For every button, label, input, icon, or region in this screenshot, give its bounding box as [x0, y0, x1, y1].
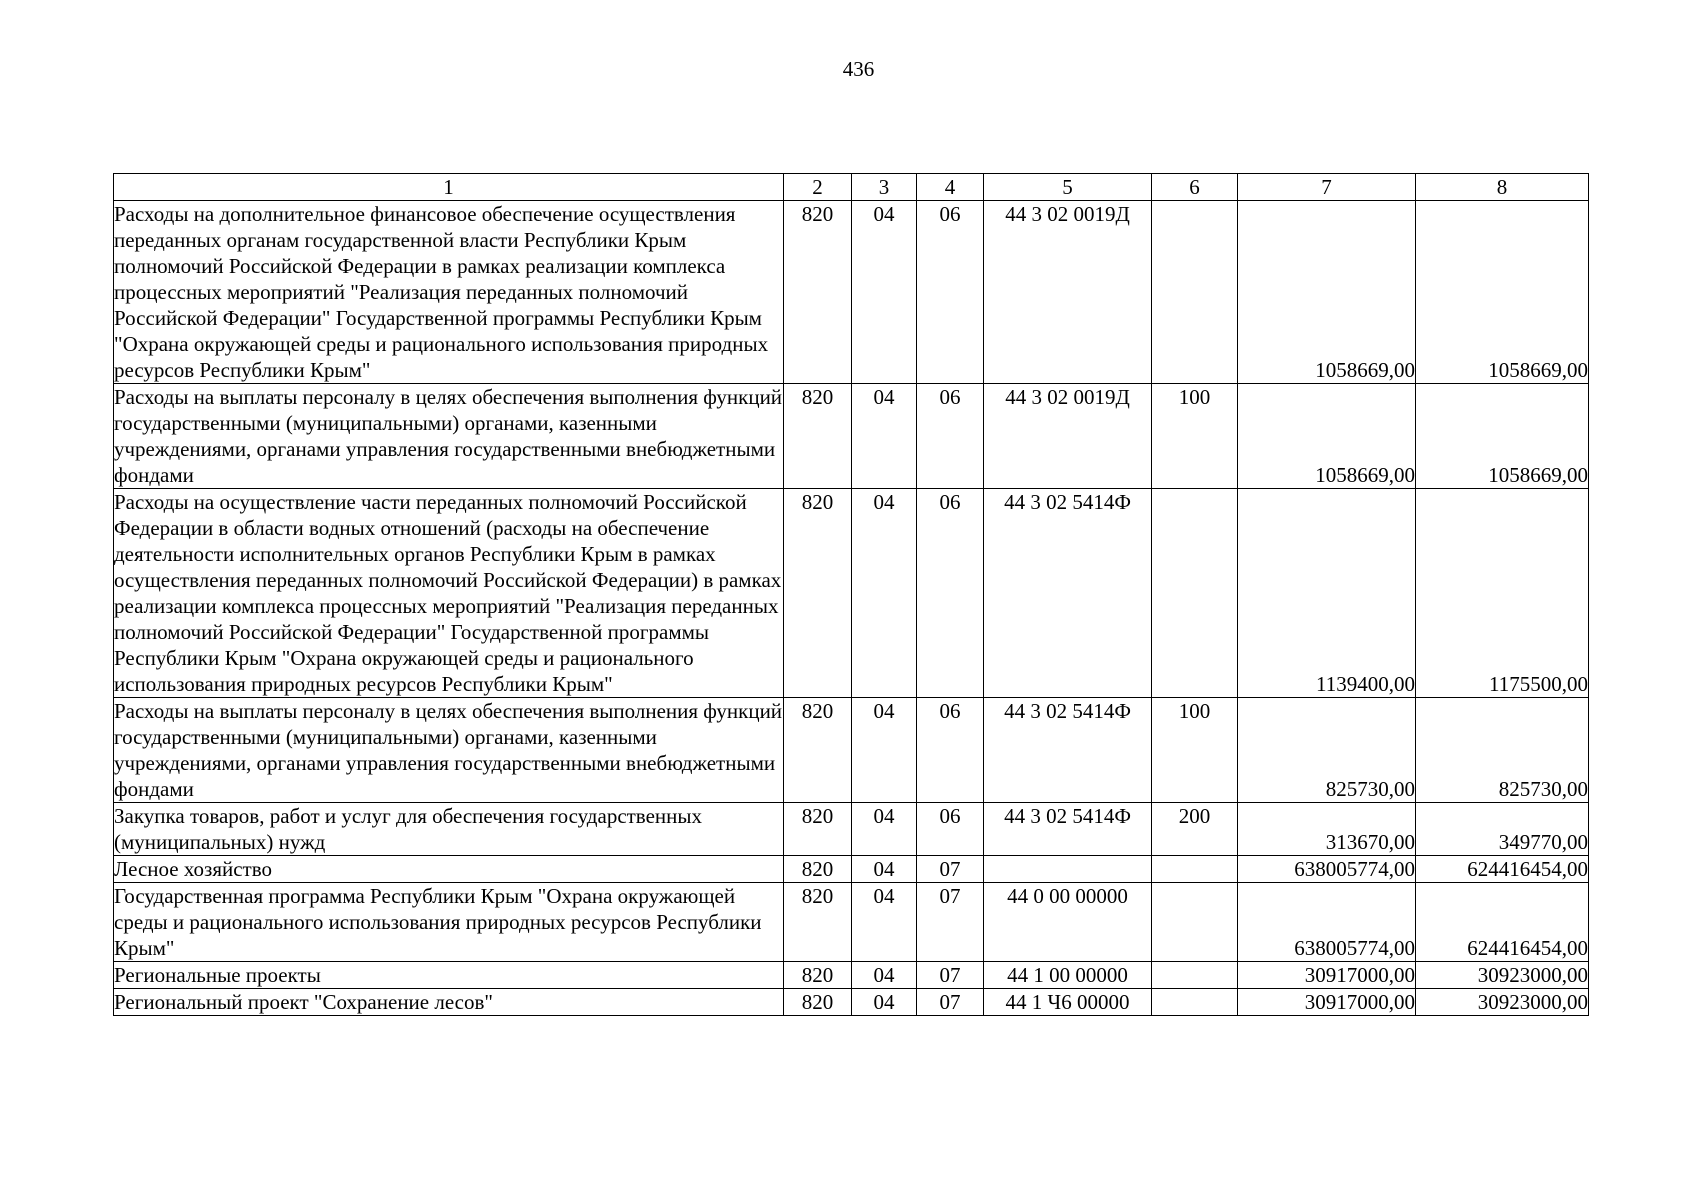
- section-code-cell: 04: [852, 883, 917, 962]
- target-article-cell: 44 3 02 0019Д: [984, 384, 1152, 489]
- amount-year1-cell: 825730,00: [1238, 698, 1416, 803]
- expense-type-cell: [1152, 201, 1238, 384]
- amount-year2-cell: 349770,00: [1416, 803, 1589, 856]
- table-row: [114, 201, 1589, 384]
- column-header: 8: [1416, 174, 1589, 201]
- ministry-code-cell: 820: [784, 201, 852, 384]
- amount-year2-cell: 624416454,00: [1416, 883, 1589, 962]
- target-article-cell: [984, 856, 1152, 883]
- target-article-cell: 44 3 02 5414Ф: [984, 698, 1152, 803]
- section-code-cell: 04: [852, 384, 917, 489]
- amount-year1-cell: 1058669,00: [1238, 384, 1416, 489]
- column-header: 4: [917, 174, 984, 201]
- subsection-code-cell: 07: [917, 962, 984, 989]
- section-code-cell: 04: [852, 989, 917, 1016]
- amount-year2-cell: 825730,00: [1416, 698, 1589, 803]
- target-article-cell: 44 1 Ч6 00000: [984, 989, 1152, 1016]
- section-code-cell: 04: [852, 698, 917, 803]
- ministry-code-cell: 820: [784, 962, 852, 989]
- table-row: [114, 698, 1589, 803]
- subsection-code-cell: 06: [917, 698, 984, 803]
- target-article-cell: 44 3 02 0019Д: [984, 201, 1152, 384]
- ministry-code-cell: 820: [784, 698, 852, 803]
- column-header: 6: [1152, 174, 1238, 201]
- expense-type-cell: [1152, 856, 1238, 883]
- table-row: [114, 384, 1589, 489]
- column-header: 7: [1238, 174, 1416, 201]
- column-header: 1: [114, 174, 784, 201]
- table-row: [114, 962, 1589, 989]
- amount-year2-cell: 30923000,00: [1416, 962, 1589, 989]
- amount-year2-cell: 1058669,00: [1416, 201, 1589, 384]
- subsection-code-cell: 06: [917, 384, 984, 489]
- subsection-code-cell: 06: [917, 201, 984, 384]
- ministry-code-cell: 820: [784, 989, 852, 1016]
- amount-year1-cell: 638005774,00: [1238, 883, 1416, 962]
- target-article-cell: 44 3 02 5414Ф: [984, 489, 1152, 698]
- target-article-cell: 44 0 00 00000: [984, 883, 1152, 962]
- table-row: [114, 883, 1589, 962]
- ministry-code-cell: 820: [784, 803, 852, 856]
- expense-type-cell: [1152, 489, 1238, 698]
- expense-type-cell: 200: [1152, 803, 1238, 856]
- amount-year1-cell: 638005774,00: [1238, 856, 1416, 883]
- row-name-cell: Расходы на дополнительное финансовое обеспечение осуществления переданных органам государственной власти Республики Крым полномочий Российской Федерации в рамках реализации комплекса процессных мероприятий "Реализация переданных полномочий Российской Федерации" Государственной программы Республики Крым "Охрана окружающей среды и рационального использования природных ресурсов Республики Крым": [114, 201, 784, 384]
- amount-year1-cell: 30917000,00: [1238, 962, 1416, 989]
- column-header: 3: [852, 174, 917, 201]
- table-row: [114, 989, 1589, 1016]
- amount-year2-cell: 1175500,00: [1416, 489, 1589, 698]
- ministry-code-cell: 820: [784, 883, 852, 962]
- row-name-cell: Региональный проект "Сохранение лесов": [114, 989, 784, 1016]
- section-code-cell: 04: [852, 962, 917, 989]
- expense-type-cell: [1152, 962, 1238, 989]
- section-code-cell: 04: [852, 856, 917, 883]
- row-name-cell: Расходы на выплаты персоналу в целях обеспечения выполнения функций государственными (муниципальными) органами, казенными учреждениями, органами управления государственными внебюджетными фондами: [114, 699, 783, 801]
- subsection-code-cell: 07: [917, 989, 984, 1016]
- table-row: [114, 856, 1589, 883]
- column-header: 2: [784, 174, 852, 201]
- amount-year2-cell: 1058669,00: [1416, 384, 1589, 489]
- amount-year1-cell: 30917000,00: [1238, 989, 1416, 1016]
- table-row: [114, 803, 1589, 856]
- ministry-code-cell: 820: [784, 856, 852, 883]
- row-name-cell: Расходы на осуществление части переданных полномочий Российской Федерации в области водных отношений (расходы на обеспечение деятельности исполнительных органов Республики Крым в рамках осуществления переданных полномочий Российской Федерации) в рамках реализации комплекса процессных мероприятий "Реализация переданных полномочий Российской Федерации" Государственной программы Республики Крым "Охрана окружающей среды и рационального использования природных ресурсов Республики Крым": [114, 489, 784, 698]
- section-code-cell: 04: [852, 803, 917, 856]
- amount-year2-cell: 624416454,00: [1416, 856, 1589, 883]
- section-code-cell: 04: [852, 489, 917, 698]
- amount-year1-cell: 1139400,00: [1238, 489, 1416, 698]
- table-header-row: [114, 174, 1589, 201]
- expense-type-cell: 100: [1152, 384, 1238, 489]
- amount-year1-cell: 313670,00: [1238, 803, 1416, 856]
- target-article-cell: 44 3 02 5414Ф: [984, 803, 1152, 856]
- expense-type-cell: [1152, 989, 1238, 1016]
- budget-table: [113, 173, 1589, 1016]
- amount-year1-cell: 1058669,00: [1238, 201, 1416, 384]
- subsection-code-cell: 06: [917, 489, 984, 698]
- expense-type-cell: 100: [1152, 698, 1238, 803]
- subsection-code-cell: 06: [917, 803, 984, 856]
- row-name-cell: Государственная программа Республики Крым "Охрана окружающей среды и рационального использования природных ресурсов Республики Крым": [114, 883, 784, 962]
- row-name-cell: Лесное хозяйство: [114, 856, 784, 883]
- subsection-code-cell: 07: [917, 883, 984, 962]
- subsection-code-cell: 07: [917, 856, 984, 883]
- amount-year2-cell: 30923000,00: [1416, 989, 1589, 1016]
- table-row: [114, 489, 1589, 698]
- column-header: 5: [984, 174, 1152, 201]
- section-code-cell: 04: [852, 201, 917, 384]
- ministry-code-cell: 820: [784, 384, 852, 489]
- expense-type-cell: [1152, 883, 1238, 962]
- row-name-cell: Региональные проекты: [114, 962, 784, 989]
- row-name-cell: Расходы на выплаты персоналу в целях обеспечения выполнения функций государственными (муниципальными) органами, казенными учреждениями, органами управления государственными внебюджетными фондами: [114, 385, 783, 487]
- row-name-cell: Закупка товаров, работ и услуг для обеспечения государственных (муниципальных) нужд: [114, 803, 784, 856]
- target-article-cell: 44 1 00 00000: [984, 962, 1152, 989]
- ministry-code-cell: 820: [784, 489, 852, 698]
- page-number: 436: [842, 57, 875, 81]
